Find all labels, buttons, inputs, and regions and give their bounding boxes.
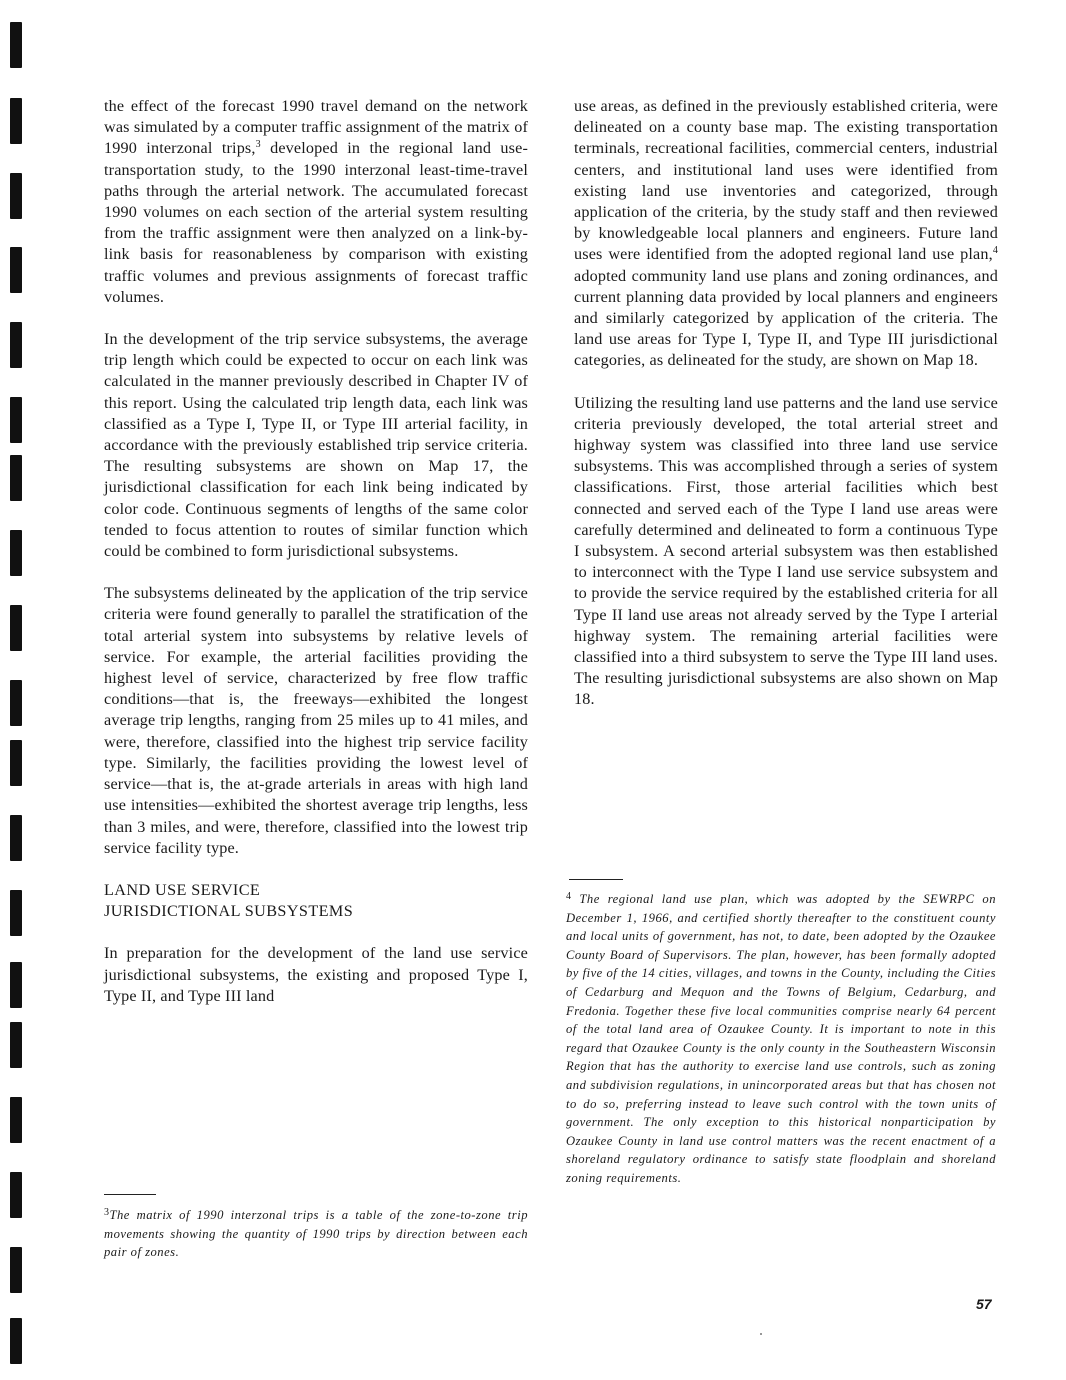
footnote-marker: 4: [566, 891, 572, 902]
paragraph-text: developed in the regional land use-transportation study, to the 1990 interzonal least-time-travel paths through the arterial network. The accumulated forecast 1990 volumes on each section of the arterial system resulting from the traffic assignment were then analyzed on a link-by-link basis for reasonableness by comparison with existing traffic volumes and previous assignments of forecast traffic volumes.: [104, 139, 528, 306]
binding-mark: [10, 1022, 22, 1068]
binding-mark: [10, 815, 22, 861]
binding-mark: [10, 605, 22, 651]
binding-mark: [10, 98, 22, 144]
paragraph-text: the effect of the forecast 1990 travel demand on the network was simulated by a computer traffic assignment of the matrix of 1990 interzonal trips,: [104, 97, 528, 158]
binding-mark: [10, 1318, 22, 1364]
page-number: 57: [976, 1296, 992, 1312]
footnote-4: [566, 890, 996, 1188]
paragraph: Utilizing the resulting land use patterns and the land use service criteria previously developed, the total arterial street and highway system was classified into three land use service subsystems. This was accomplished through a series of system classifications. First, those arterial facilities which best connected and served each of the Type I land use areas were carefully determined and delineated to form a continuous Type I subsystem. A second arterial subsystem was then established to interconnect with the Type I land use service subsystem and to provide the service required by the established criteria for all Type II land use areas not already served by the Type I arterial highway system. The remaining arterial facilities were classified into a third subsystem to serve the Type III land uses. The resulting jurisdictional subsystems are also shown on Map 18.: [574, 393, 998, 709]
binding-mark: [10, 740, 22, 786]
footnote-ref: 3: [255, 139, 261, 151]
binding-mark: [10, 1172, 22, 1218]
paragraph-text: adopted community land use plans and zoning ordinances, and current planning data provided by local planners and engineers and similarly categorized by application of the criteria. The land use areas for Type I, Type II, and Type III jurisdictional categories, as delineated for the study, are shown on Map 18.: [574, 266, 998, 370]
binding-mark: [10, 397, 22, 443]
paragraph: The subsystems delineated by the application of the trip service criteria were found generally to parallel the stratification of the total arterial system into subsystems by relative levels of service. For example, the arterial facilities providing the highest level of service, characterized by free flow traffic conditions—that is, the freeways—exhibited the longest average trip lengths, ranging from 25 miles up to 41 miles, and were, therefore, classified into the highest trip service facility type. Similarly, the facilities providing the lowest level of service—that is, the at-grade arterials in areas with high land use intensities—exhibited the shortest average trip lengths, less than 3 miles, and were, therefore, classified into the lowest trip service facility type.: [104, 584, 528, 857]
binding-mark: [10, 455, 22, 501]
binding-mark: [10, 1247, 22, 1293]
binding-mark: [10, 890, 22, 936]
footnote-rule: [104, 1194, 156, 1195]
paragraph: [104, 96, 528, 308]
paragraph: In preparation for the development of the land use service jurisdictional subsystems, the existing and proposed Type I, Type II, and Type III land: [104, 944, 528, 1005]
left-column: [104, 96, 528, 1028]
binding-mark: [10, 22, 22, 68]
binding-mark: [10, 962, 22, 1008]
footnote-rule: [569, 879, 623, 880]
footnote-3: [104, 1206, 528, 1262]
binding-mark: [10, 173, 22, 219]
binding-mark: [10, 1097, 22, 1143]
binding-mark: [10, 680, 22, 726]
footnote-marker: 3: [104, 1207, 110, 1218]
scan-speck: [760, 1333, 762, 1335]
footnote-text: The matrix of 1990 interzonal trips is a table of the zone-to-zone trip movements showing the quantity of 1990 trips by direction between each pair of zones.: [104, 1208, 528, 1260]
footnote-text: The regional land use plan, which was adopted by the SEWRPC on December 1, 1966, and certified shortly thereafter to the constituent county and local units of government, has not, to date, been adopted by the Ozaukee County Board of Supervisors. The plan, however, has been formally adopted by five of the 14 cities, villages, and towns in the County, including the Cities of Cedarburg and Mequon and the Towns of Belgium, Cedarburg, and Fredonia. Together these five local communities comprise nearly 64 percent of the total land area of Ozaukee County. It is important to note in this regard that Ozaukee County is the only county in the Southeastern Wisconsin Region that has the authority to exercise land use controls, such as zoning and subdivision regulations, in unincorporated areas but that has chosen not to do so, preferring instead to leave such control with the town units of government. The only exception to this historical nonparticipation by Ozaukee County in land use control matters was the recent enactment of a shoreland regulatory ordinance to satisfy state floodplain and shoreland zoning requirements.: [566, 892, 996, 1185]
paragraph: In the development of the trip service subsystems, the average trip length which could be expected to occur on each link was calculated in the manner previously described in Chapter IV of this report. Using the calculated trip length data, each link was classified as a Type I, Type II, or Type III arterial facility, in accordance with the previously established trip service criteria. The resulting subsystems are shown on Map 17, the jurisdictional classification for each link being indicated by color code. Continuous segments of lengths of the same color tended to focus attention to routes of similar function which could be combined to form jurisdictional subsystems.: [104, 330, 528, 561]
paragraph-text: use areas, as defined in the previously established criteria, were delineated on a county base map. The existing transportation terminals, recreational facilities, commercial centers, industrial centers, and institutional land uses were identified from existing land use inventories and categorized, through application of the criteria, by the study staff and then reviewed by knowledgeable local planners and engineers. Future land uses were identified from the adopted regional land use plan,: [574, 97, 998, 264]
paragraph: [574, 96, 998, 372]
footnote-ref: 4: [992, 245, 998, 257]
section-heading: [104, 880, 528, 922]
right-column: [574, 96, 998, 732]
binding-mark: [10, 530, 22, 576]
heading-line: LAND USE SERVICE: [104, 880, 261, 899]
binding-mark: [10, 247, 22, 293]
heading-line: JURISDICTIONAL SUBSYSTEMS: [104, 902, 354, 921]
binding-mark: [10, 322, 22, 368]
